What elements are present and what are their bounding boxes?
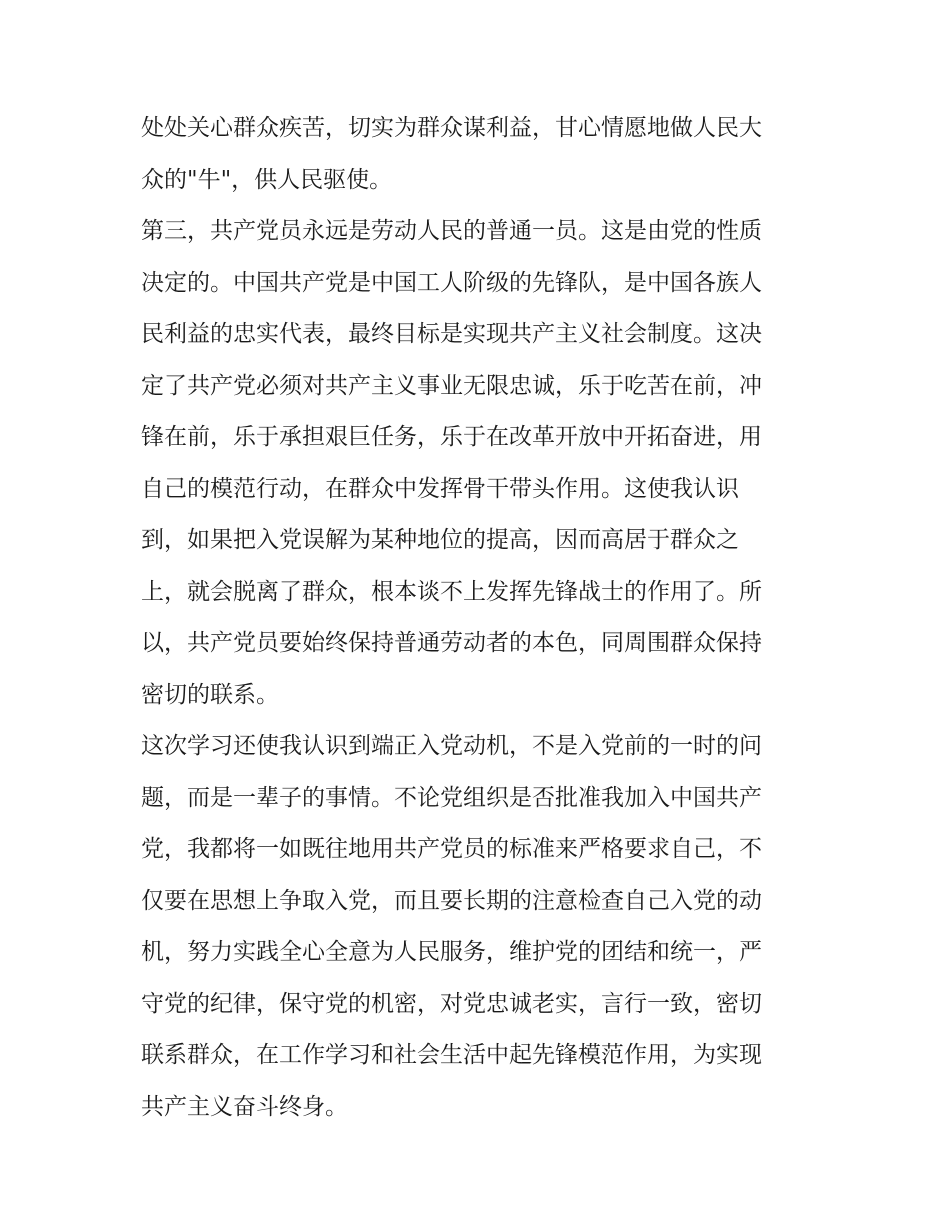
text-line: 处处关心群众疾苦，切实为群众谋利益，甘心情愿地做人民大 [141, 115, 762, 141]
text-line: 众的"牛"，供人民驱使。 [141, 166, 393, 193]
text-line: 仅要在思想上争取入党，而且要长期的注意检查自己入党的动 [141, 887, 762, 914]
text-line: 第三，共产党员永远是劳动人民的普通一员。这是由党的性质 [141, 218, 762, 244]
text-line: 以，共产党员要始终保持普通劳动者的本色，同周围群众保持 [141, 630, 762, 656]
text-line: 锋在前，乐于承担艰巨任务，乐于在改革开放中开拓奋进，用 [141, 424, 762, 450]
text-line: 共产主义奋斗终身。 [141, 1093, 348, 1120]
document-body [141, 103, 821, 1133]
text-line: 题，而是一辈子的事情。不论党组织是否批准我加入中国共产 [141, 784, 762, 811]
text-line: 到，如果把入党误解为某种地位的提高，因而高居于群众之 [141, 527, 739, 553]
text-line: 上，就会脱离了群众，根本谈不上发挥先锋战士的作用了。所 [141, 578, 762, 605]
text-line: 自己的模范行动，在群众中发挥骨干带头作用。这使我认识 [141, 475, 739, 502]
text-line: 党，我都将一如既往地用共产党员的标准来严格要求自己，不 [141, 836, 762, 862]
text-line: 定了共产党必须对共产主义事业无限忠诚，乐于吃苦在前，冲 [141, 372, 762, 399]
text-line: 这次学习还使我认识到端正入党动机，不是入党前的一时的问 [141, 733, 762, 759]
text-line: 机，努力实践全心全意为人民服务，维护党的团结和统一，严 [141, 939, 762, 965]
text-line: 密切的联系。 [141, 681, 279, 708]
text-line: 联系群众，在工作学习和社会生活中起先锋模范作用，为实现 [141, 1042, 762, 1068]
text-line: 守党的纪律，保守党的机密，对党忠诚老实，言行一致，密切 [141, 990, 762, 1017]
text-line: 民利益的忠实代表，最终目标是实现共产主义社会制度。这决 [141, 321, 762, 347]
text-line: 决定的。中国共产党是中国工人阶级的先锋队，是中国各族人 [141, 269, 762, 296]
